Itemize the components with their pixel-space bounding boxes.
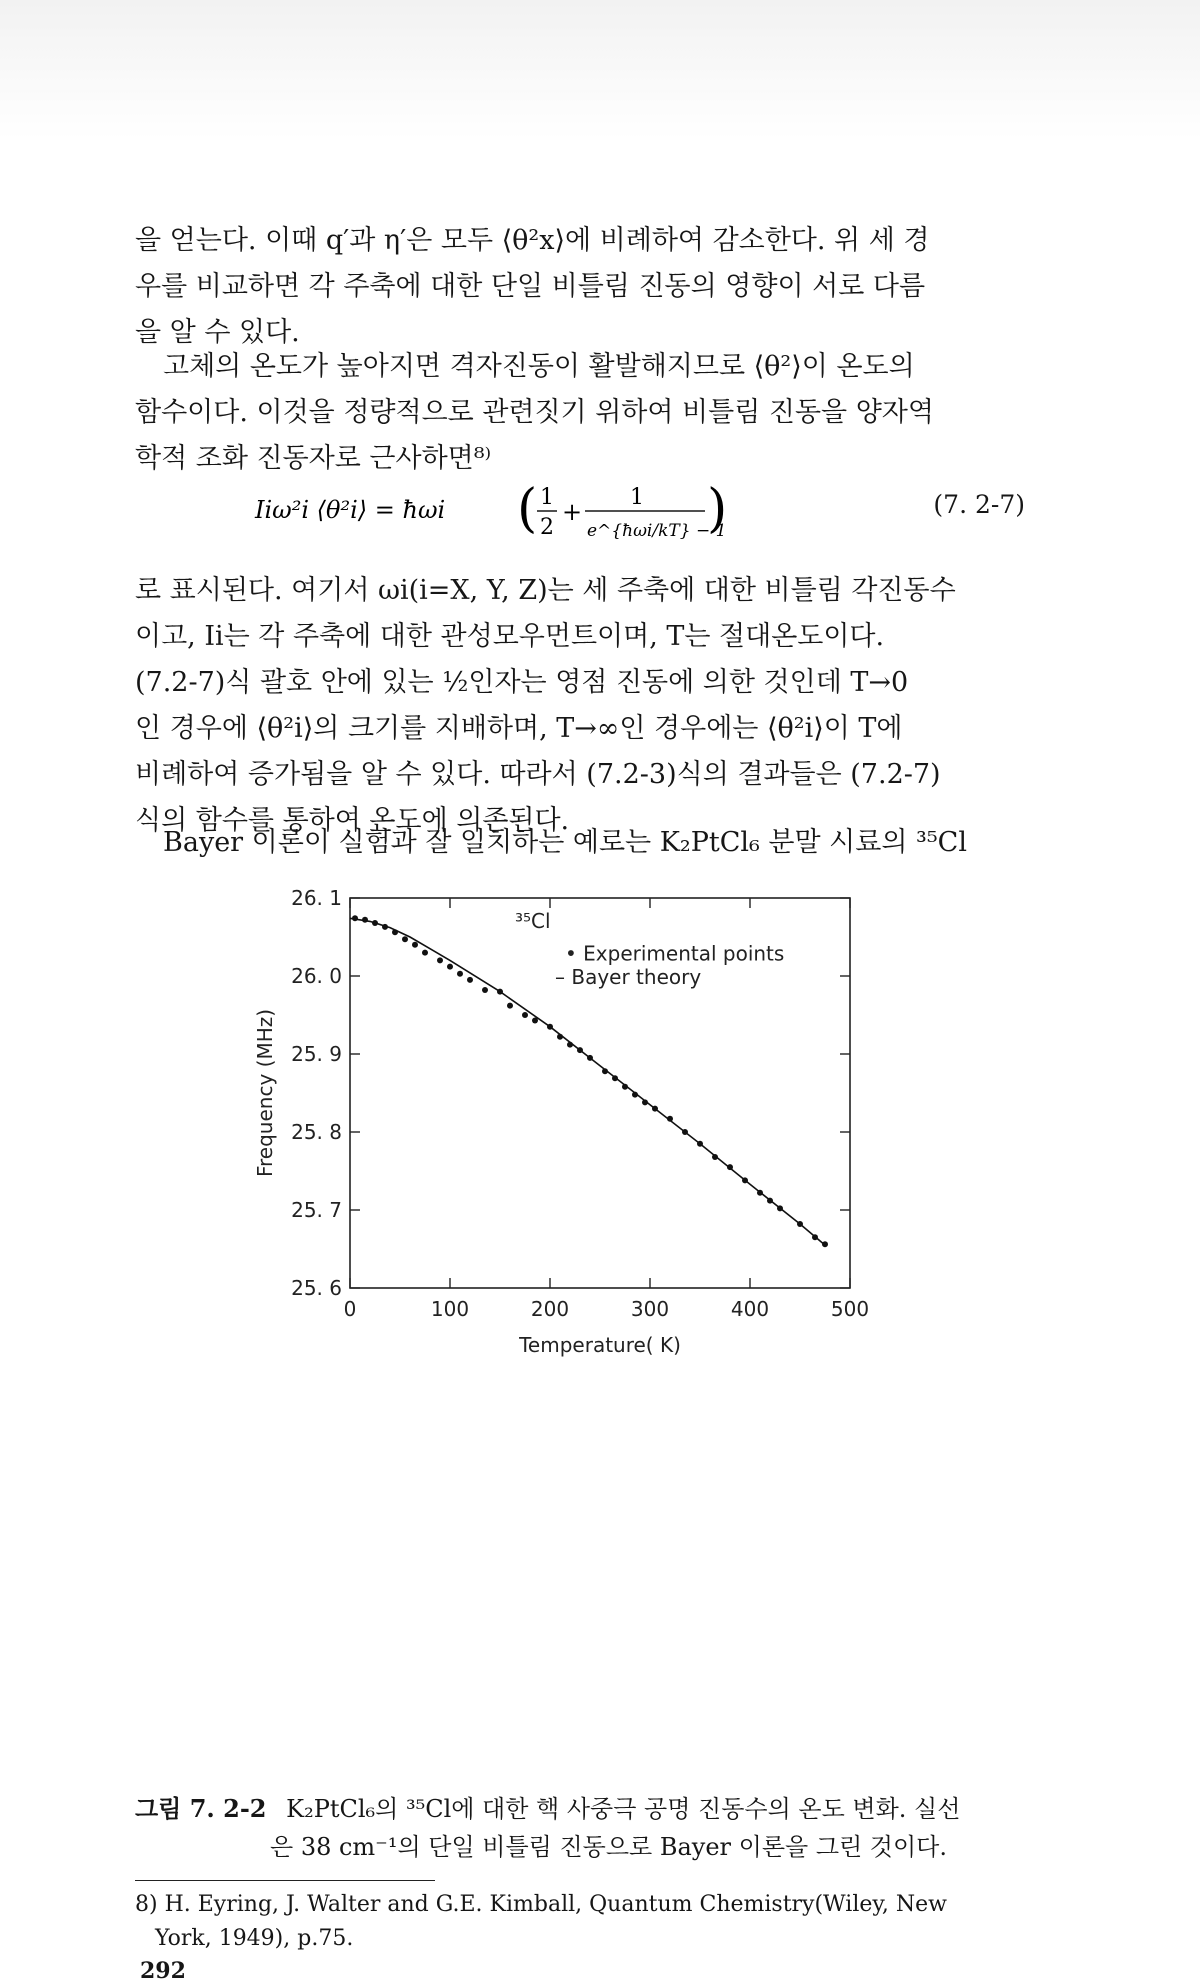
paragraph-2-line: 함수이다. 이것을 정량적으로 관련짓기 위하여 비틀림 진동을 양자역 xyxy=(135,397,934,428)
experimental-point xyxy=(622,1084,628,1090)
experimental-point xyxy=(447,964,453,970)
experimental-point xyxy=(352,915,358,921)
experimental-point xyxy=(372,920,378,926)
x-tick-label: 100 xyxy=(430,1297,470,1321)
experimental-point xyxy=(612,1075,618,1081)
experimental-point xyxy=(712,1154,718,1160)
y-tick-label: 26. 1 xyxy=(291,886,342,910)
experimental-point xyxy=(362,917,368,923)
footnote-line-1: 8) H. Eyring, J. Walter and G.E. Kimball, Quantum Chemistry(Wiley, New xyxy=(135,1892,947,1917)
paragraph-1-line: 을 알 수 있다. xyxy=(135,317,300,348)
frequency-temperature-chart xyxy=(230,880,890,1357)
experimental-point xyxy=(482,987,488,993)
experimental-point xyxy=(652,1106,658,1112)
experimental-point xyxy=(547,1024,553,1030)
legend-experimental: • Experimental points xyxy=(565,941,785,966)
y-tick-label: 26. 0 xyxy=(291,964,342,988)
y-tick-label: 25. 8 xyxy=(291,1120,342,1144)
y-tick-label: 25. 6 xyxy=(291,1276,342,1300)
paragraph-2-line: 고체의 온도가 높아지면 격자진동이 활발해지므로 ⟨θ²⟩이 온도의 xyxy=(163,351,915,382)
caption-continuation xyxy=(270,1828,1030,1866)
page-number: 292 xyxy=(140,1958,186,1984)
experimental-point xyxy=(682,1129,688,1135)
paragraph-1 xyxy=(135,218,1035,356)
experimental-point xyxy=(777,1205,783,1211)
fraction-numerator: 1 xyxy=(630,485,644,510)
experimental-point xyxy=(402,936,408,942)
paragraph-2 xyxy=(135,344,1035,482)
experimental-point xyxy=(437,957,443,963)
half-denominator: 2 xyxy=(540,515,554,540)
paragraph-3-line: 로 표시된다. 여기서 ωi(i=X, Y, Z)는 세 주축에 대한 비틀림 각진동수 xyxy=(135,575,956,606)
left-paren: ( xyxy=(517,479,538,539)
experimental-point xyxy=(567,1042,573,1048)
chart-title: ³⁵Cl xyxy=(515,909,551,933)
paragraph-1-line: 을 얻는다. 이때 q′과 η′은 모두 ⟨θ²x⟩에 비례하여 감소한다. 위 세 경 xyxy=(135,225,930,256)
x-tick-label: 400 xyxy=(730,1297,770,1321)
footnote xyxy=(135,1888,1035,1956)
figure-caption xyxy=(135,1790,1035,1828)
equation-7-2-7 xyxy=(135,478,1035,548)
experimental-point xyxy=(822,1241,828,1247)
y-axis-label: Frequency (MHz) xyxy=(253,1008,277,1178)
caption-label: 그림 7. 2-2 xyxy=(135,1794,267,1823)
experimental-point xyxy=(587,1055,593,1061)
experimental-point xyxy=(467,977,473,983)
experimental-point xyxy=(457,971,463,977)
equation-label: (7. 2-7) xyxy=(933,490,1025,519)
paragraph-3-line: (7.2-7)식 괄호 안에 있는 ½인자는 영점 진동에 의한 것인데 T→0 xyxy=(135,667,909,698)
experimental-point xyxy=(727,1164,733,1170)
equation-graphic xyxy=(255,478,775,548)
experimental-point xyxy=(767,1198,773,1204)
y-tick-label: 25. 9 xyxy=(291,1042,342,1066)
x-axis-label: Temperature( K) xyxy=(519,1333,681,1357)
paragraph-1-line: 우를 비교하면 각 주축에 대한 단일 비틀림 진동의 영향이 서로 다름 xyxy=(135,271,926,302)
paragraph-4-line: Bayer 이론이 실험과 잘 일치하는 예로는 K₂PtCl₆ 분말 시료의 ³⁵Cl xyxy=(163,827,967,858)
experimental-point xyxy=(497,989,503,995)
experimental-point xyxy=(812,1234,818,1240)
legend-theory: – Bayer theory xyxy=(555,964,702,989)
experimental-point xyxy=(422,950,428,956)
experimental-point xyxy=(532,1018,538,1024)
fraction-denominator: e^{ħωi/kT} − 1 xyxy=(587,521,727,541)
caption-line-1: K₂PtCl₆의 ³⁵Cl에 대한 핵 사중극 공명 진동수의 온도 변화. 실선 xyxy=(286,1795,961,1823)
paragraph-3-line: 식의 함수를 통하여 온도에 의존된다. xyxy=(135,805,570,836)
experimental-point xyxy=(642,1099,648,1105)
equation-lhs: Iiω²i ⟨θ²i⟩ = ħωi xyxy=(255,496,446,524)
caption-line-2: 은 38 cm⁻¹의 단일 비틀림 진동으로 Bayer 이론을 그린 것이다. xyxy=(270,1833,947,1861)
paragraph-2-line: 학적 조화 진동자로 근사하면⁸⁾ xyxy=(135,443,492,474)
experimental-point xyxy=(522,1012,528,1018)
y-tick-label: 25. 7 xyxy=(291,1198,342,1222)
paragraph-3 xyxy=(135,568,1035,844)
experimental-point xyxy=(412,942,418,948)
experimental-point xyxy=(557,1034,563,1040)
experimental-point xyxy=(757,1190,763,1196)
footnote-line-2: York, 1949), p.75. xyxy=(155,1926,354,1951)
experimental-point xyxy=(797,1221,803,1227)
page-top-shade xyxy=(0,0,1200,140)
x-tick-label: 0 xyxy=(343,1297,357,1321)
paragraph-3-line: 비례하여 증가됨을 알 수 있다. 따라서 (7.2-3)식의 결과들은 (7.2-7) xyxy=(135,759,941,790)
experimental-point xyxy=(632,1092,638,1098)
paragraph-3-line: 이고, Ii는 각 주축에 대한 관성모우먼트이며, T는 절대온도이다. xyxy=(135,621,885,652)
experimental-point xyxy=(392,929,398,935)
plus-sign: + xyxy=(562,498,583,526)
paragraph-3-line: 인 경우에 ⟨θ²i⟩의 크기를 지배하며, T→∞인 경우에는 ⟨θ²i⟩이 T에 xyxy=(135,713,903,744)
experimental-point xyxy=(602,1068,608,1074)
experimental-point xyxy=(382,924,388,930)
right-paren: ) xyxy=(707,479,728,539)
experimental-point xyxy=(742,1177,748,1183)
x-tick-label: 300 xyxy=(630,1297,670,1321)
x-tick-label: 500 xyxy=(830,1297,870,1321)
half-numerator: 1 xyxy=(540,485,554,510)
footnote-rule xyxy=(135,1880,435,1881)
experimental-point xyxy=(667,1116,673,1122)
experimental-point xyxy=(577,1047,583,1053)
experimental-point xyxy=(507,1003,513,1009)
experimental-point xyxy=(697,1141,703,1147)
paragraph-4 xyxy=(135,820,1035,866)
x-tick-label: 200 xyxy=(530,1297,570,1321)
